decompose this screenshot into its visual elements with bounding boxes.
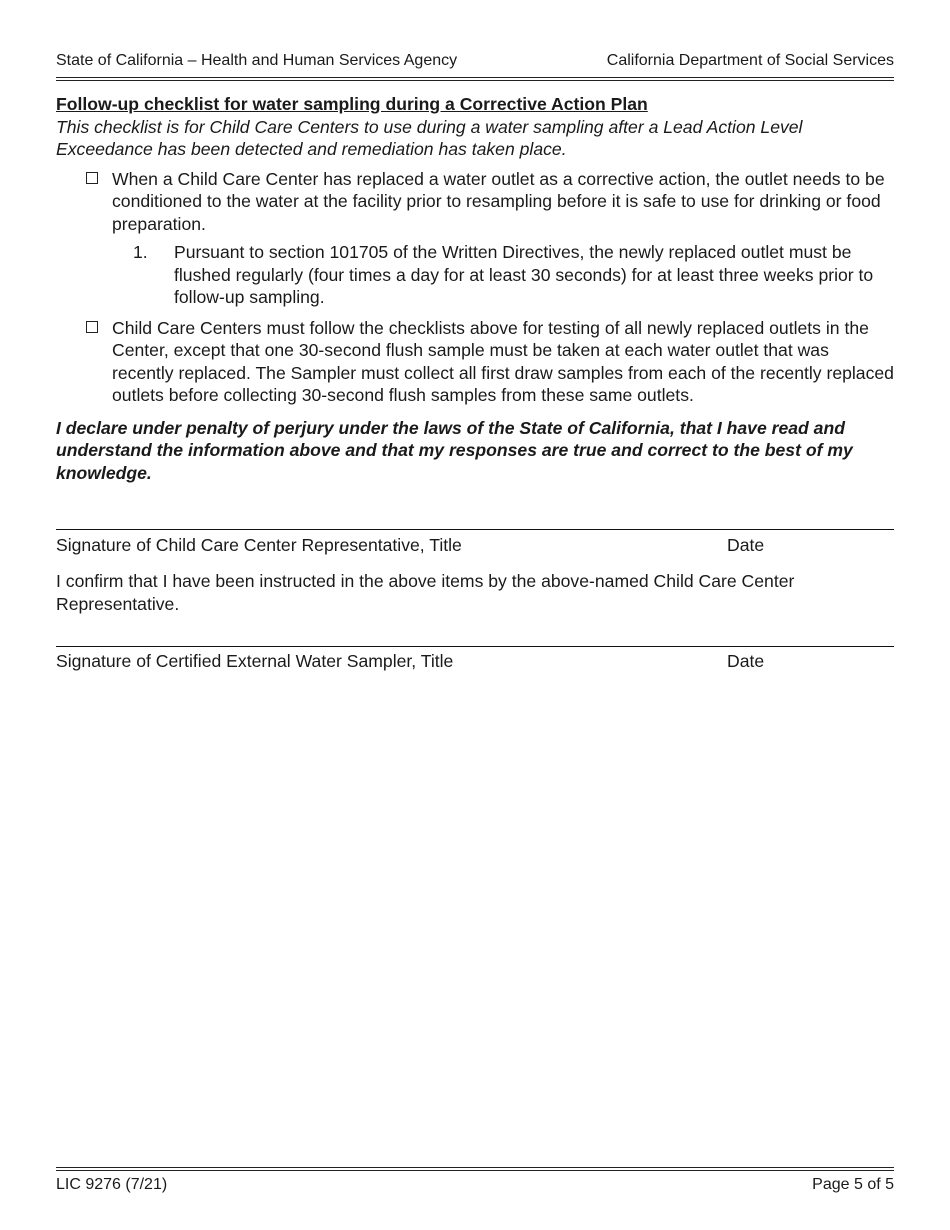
footer-rule	[56, 1167, 894, 1168]
page-header	[56, 52, 894, 72]
agency-name: State of California – Health and Human Services Agency	[56, 52, 458, 69]
checkbox-2[interactable]	[86, 321, 98, 333]
sampler-confirmation: I confirm that I have been instructed in the above items by the above-named Child Care Center Representative.	[56, 571, 795, 614]
perjury-declaration: I declare under penalty of perjury under the laws of the State of California, that I have read and understand the information above and that my responses are true and correct to the best of my knowledge.	[56, 417, 853, 483]
checklist-item-text: Child Care Centers must follow the checklists above for testing of all newly replaced outlets in the Center, except that one 30-second flush sample must be taken at each water outlet that was recently replaced. The Sampler must collect all first draw samples from each of the recently replaced outlets before collecting 30-second flush samples from these same outlets.	[112, 317, 894, 405]
main-content	[56, 93, 894, 484]
header-rule	[56, 77, 894, 78]
representative-date-label: Date	[727, 535, 765, 555]
checklist-item	[56, 317, 894, 407]
section-subtitle: This checklist is for Child Care Centers to use during a water sampling after a Lead Action Level Exceedance has been detected and remediation has taken place.	[56, 116, 803, 159]
numbered-item	[56, 241, 894, 309]
checklist-item	[56, 168, 894, 236]
representative-signature-label: Signature of Child Care Center Representative, Title	[56, 535, 462, 555]
section-title: Follow-up checklist for water sampling during a Corrective Action Plan	[56, 94, 648, 114]
item-number: 1.	[133, 242, 148, 262]
department-name: California Department of Social Services	[606, 52, 894, 69]
page-number: Page 5 of 5	[812, 1176, 894, 1193]
checklist-item-text: When a Child Care Center has replaced a water outlet as a corrective action, the outlet needs to be conditioned to the water at the facility prior to resampling before it is safe to use for drinking or food preparation.	[112, 168, 885, 234]
sampler-signature-label: Signature of Certified External Water Sampler, Title	[56, 651, 454, 671]
numbered-item-text: Pursuant to section 101705 of the Written Directives, the newly replaced outlet must be flushed regularly (four times a day for at least 30 seconds) for at least three weeks prior to follow-up sampling.	[174, 242, 874, 307]
checkbox-1[interactable]	[86, 172, 98, 184]
representative-signature-line[interactable]	[56, 529, 894, 530]
sampler-signature-line[interactable]	[56, 646, 894, 647]
form-id: LIC 9276 (7/21)	[56, 1176, 168, 1193]
sampler-date-label: Date	[727, 651, 765, 671]
